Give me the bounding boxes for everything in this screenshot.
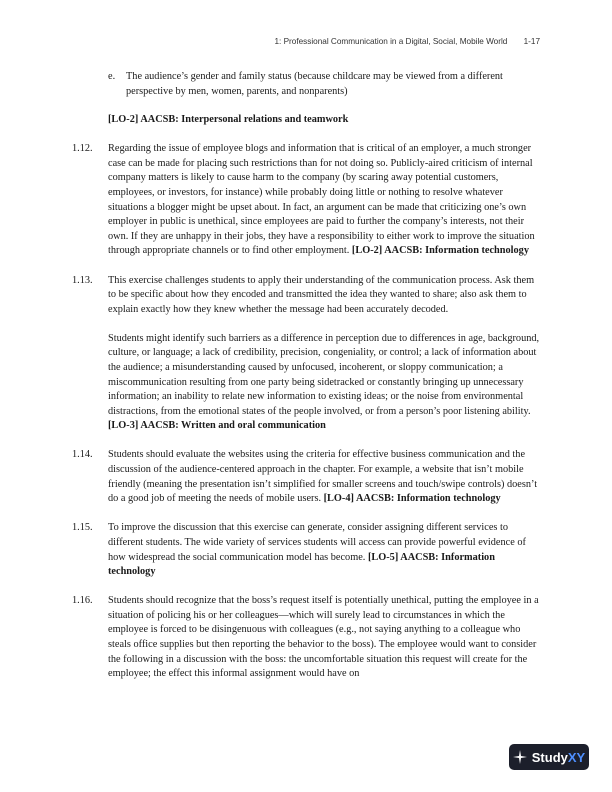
sub-item-e (72, 70, 540, 99)
item-text: Students should evaluate the websites using the criteria for effective business communication and the discussion of the audience-centered approach in the chapter. For example, a website that isn’t mobile friendly (meaning the presentation isn’t simplified for smaller screens and touch/swipe controls) doesn’t do a good job of meeting the needs of mobile users. (108, 449, 538, 505)
studyxy-badge[interactable] (509, 744, 589, 770)
item-number: 1.13. (72, 274, 93, 286)
item-text: To improve the discussion that this exercise can generate, consider assigning different services to different students. The wide variety of services students will access can provide powerful evidence of how widespread the social communication model has become. (108, 522, 526, 563)
answer-item-1-14 (72, 448, 540, 506)
learning-objective-tag: [LO-2] AACSB: Interpersonal relations and teamwork (108, 114, 349, 126)
item-number: 1.16. (72, 595, 93, 607)
item-text: Regarding the issue of employee blogs and information that is critical of an employer, a much stronger case can be made for placing such restrictions than for not doing so. Publicly-aired criticism of internal company matters is likely to cause harm to the company (by scaring away potential customers, employees, or investors, for instance) while probably doing little or nothing to resolve whatever situations a blogger might be upset about. In fact, an argument can be made that criticizing one’s own employer in public is unethical, since employees are paid to further the company’s interests, not their own. If they are unhappy in their jobs, they have a responsibility to either work to improve the situation through appropriate channels or to find other employment. (108, 143, 535, 257)
item-tag: [LO-5] AACSB: Information technology (108, 551, 495, 578)
plus-sparkle-icon (513, 750, 527, 764)
answer-item-1-12 (72, 142, 540, 259)
chapter-title: 1: Professional Communication in a Digital, Social, Mobile World (274, 37, 508, 46)
answer-item-1-15 (72, 521, 540, 579)
item-text: Students might identify such barriers as a difference in perception due to differences in age, background, culture, or language; a lack of credibility, precision, congeniality, or control; a lack of information about the audience; a misunderstanding caused by unfocused, incoherent, or sloppy communication; a miscommunication resulting from one party being sidetracked or constantly bringing up unnecessary information; an inability to relate new information to existing ideas; or the noise from environmental distractions, from the emotional states of the people involved, or from a person’s poor listening ability. (108, 332, 540, 417)
badge-accent: XY (567, 749, 586, 765)
page-number: 1-17 (523, 37, 540, 46)
document-body (72, 70, 540, 682)
item-number: 1.14. (72, 449, 93, 461)
answer-item-1-16 (72, 594, 540, 682)
item-tag: [LO-3] AACSB: Written and oral communication (108, 420, 326, 432)
item-paragraph (108, 332, 540, 434)
item-paragraph (108, 448, 540, 506)
item-paragraph (108, 521, 540, 579)
item-paragraph: This exercise challenges students to apply their understanding of the communication process. Ask them to be specific about how they encoded and transmitted the idea they wanted to share; also ask them to explain exactly how they knew whether the message had been accurately decoded. (108, 274, 535, 315)
item-paragraph (108, 142, 540, 259)
item-tag: [LO-4] AACSB: Information technology (323, 493, 501, 505)
sub-item-text: The audience’s gender and family status (because childcare may be viewed from a different perspective by men, women, parents, and nonparents) (126, 71, 503, 97)
answer-item-1-13 (72, 274, 540, 434)
badge-word: Study (531, 749, 568, 765)
sub-item-label: e. (108, 71, 116, 82)
page-header (274, 37, 540, 46)
item-tag: [LO-2] AACSB: Information technology (351, 245, 529, 257)
item-paragraph: Students should recognize that the boss’s request itself is potentially unethical, putting the employee in a situation of policing his or her colleagues—which will surely lead to circumstances in which the employee is forced to be disingenuous with colleagues (e.g., not saying anything to a colleague who steals office supplies but then reporting the behavior to the boss). The employee would want to consider the following in a discussion with the boss: the uncomfortable situation this request will create for the employee; the effect this informal assignment would have on (108, 595, 539, 680)
item-number: 1.15. (72, 522, 93, 534)
item-number: 1.12. (72, 143, 93, 155)
